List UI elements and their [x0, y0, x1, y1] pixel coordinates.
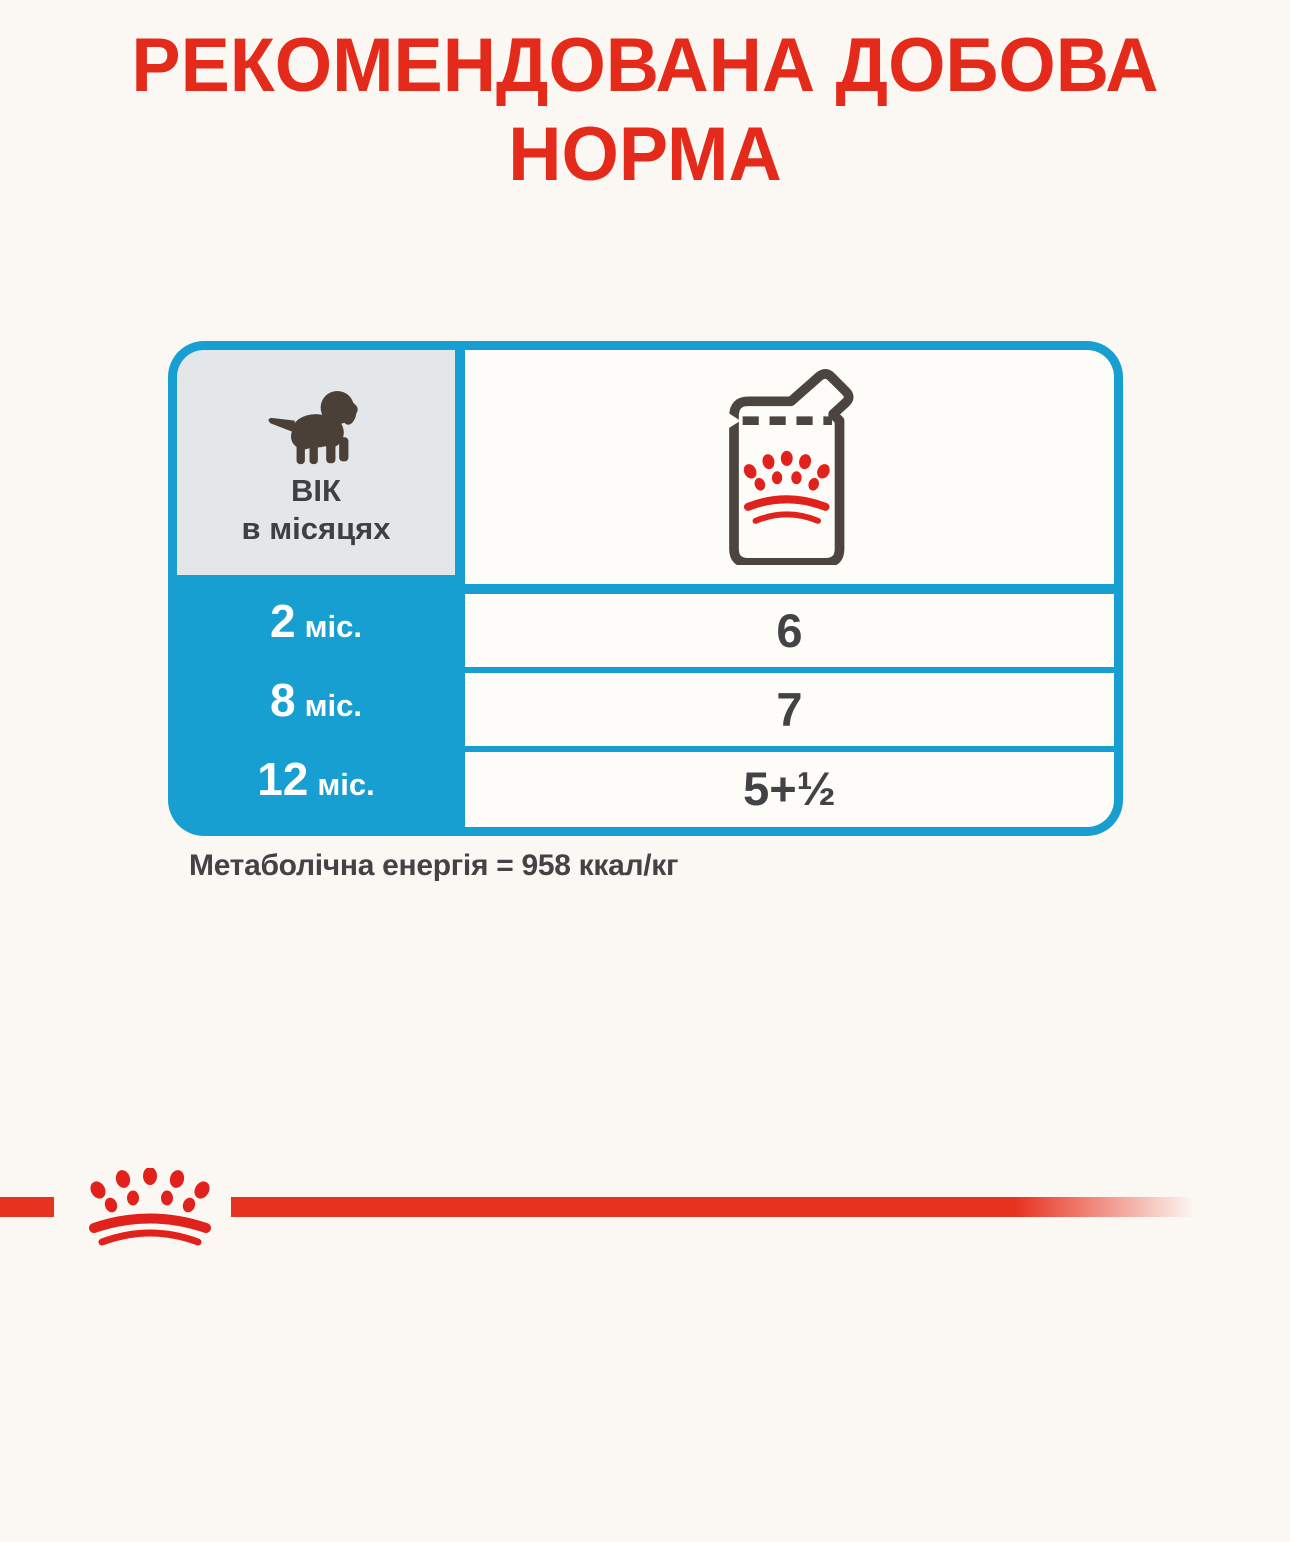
- pouch-header-cell: [465, 350, 1114, 584]
- age-column: [177, 350, 455, 827]
- feeding-table: [168, 341, 1123, 836]
- metabolic-energy-note: Метаболічна енергія = 958 ккал/кг: [189, 849, 679, 882]
- value-cell: 7: [465, 673, 1114, 746]
- royal-canin-crown-icon: [741, 451, 832, 521]
- royal-canin-crown-icon: [77, 1168, 223, 1248]
- age-header-label: [242, 472, 391, 546]
- age-number: 8: [270, 674, 296, 726]
- age-header-label-line1: ВІК: [291, 473, 341, 509]
- portion-rows: [465, 584, 1114, 827]
- age-unit: міс.: [304, 609, 362, 644]
- value-cell: 6: [465, 594, 1114, 667]
- age-unit: міс.: [304, 688, 362, 723]
- puppy-silhouette-icon: [262, 378, 370, 466]
- age-header-cell: [177, 350, 455, 575]
- opened-food-pouch-icon: [724, 369, 856, 565]
- age-number: 2: [270, 595, 296, 647]
- age-cell: [177, 743, 455, 827]
- age-cell: [177, 585, 455, 658]
- page-title-line1: РЕКОМЕНДОВАНА ДОБОВА: [131, 23, 1159, 108]
- page-title: [19, 22, 1270, 200]
- page-title-line2: НОРМА: [508, 111, 782, 197]
- age-number: 12: [257, 753, 309, 805]
- brand-stripe-left-segment: [0, 1197, 54, 1217]
- age-rows: [177, 575, 455, 827]
- brand-stripe-right-segment: [231, 1197, 1290, 1217]
- age-cell: [177, 664, 455, 737]
- age-unit: міс.: [317, 767, 375, 802]
- portion-column: [465, 350, 1114, 827]
- age-header-label-line2: в місяцях: [241, 510, 391, 546]
- value-cell: 5+½: [465, 752, 1114, 827]
